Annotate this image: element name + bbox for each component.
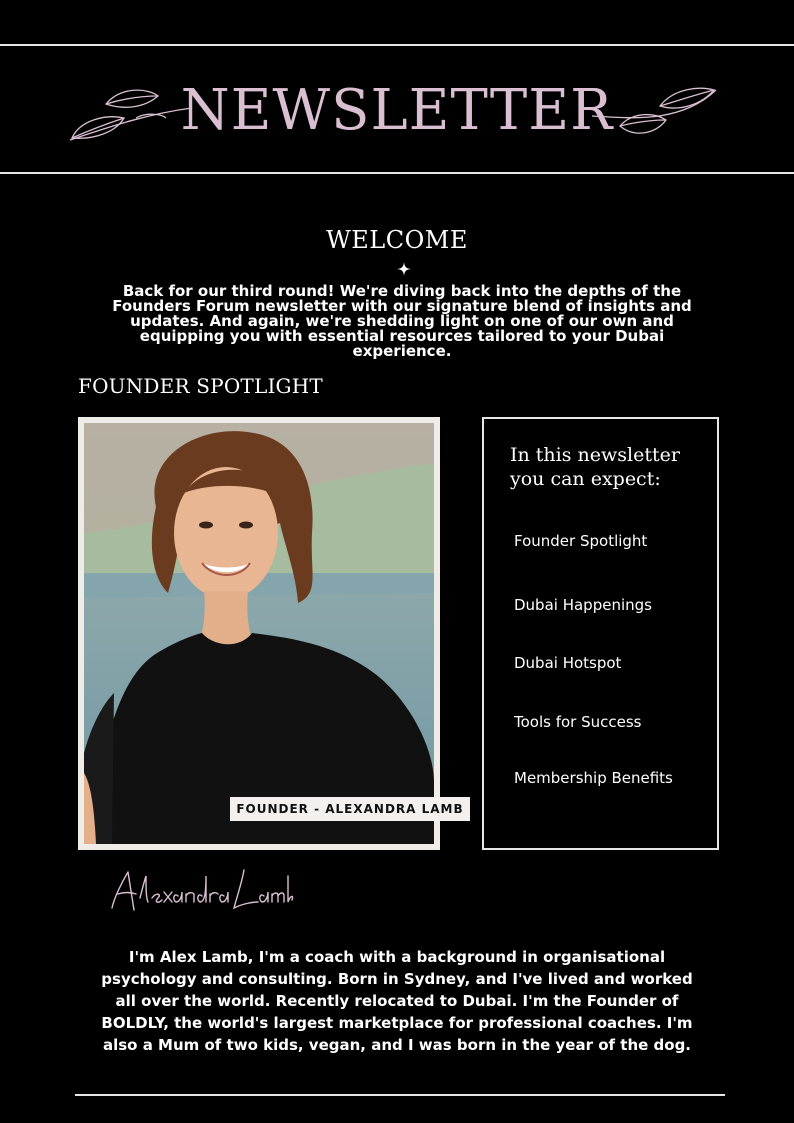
bottom-rule [75, 1094, 725, 1096]
founder-name-badge: FOUNDER - ALEXANDRA LAMB [230, 797, 470, 821]
contents-box [482, 417, 719, 850]
header-bottom-rule [0, 172, 794, 174]
handwritten-signature [106, 852, 296, 918]
leaf-sprig-right-icon [590, 84, 720, 148]
contents-heading: In this newsletter you can expect: [510, 444, 680, 490]
founder-photo [84, 423, 434, 844]
contents-item: Membership Benefits [514, 769, 673, 787]
founder-spotlight-heading: FOUNDER SPOTLIGHT [78, 374, 323, 398]
contents-item: Dubai Happenings [514, 596, 652, 614]
contents-item: Founder Spotlight [514, 532, 648, 550]
sparkle-icon [396, 261, 412, 277]
newsletter-title: NEWSLETTER [180, 78, 614, 143]
top-rule [0, 44, 794, 46]
contents-item: Dubai Hotspot [514, 654, 622, 672]
founder-bio: I'm Alex Lamb, I'm a coach with a background in organisational psychology and consulting. Born in Sydney, and I've lived and worked all over the world. Recently relocated to Dubai. I'm the Founder of BOLDLY, the world's largest marketplace for professional coaches. I'm also a Mum of two kids, vegan, and I was born in the year of the dog. [101, 948, 693, 1054]
welcome-heading: WELCOME [326, 226, 468, 254]
welcome-body: Back for our third round! We're diving back into the depths of the Founders Forum newsletter with our signature blend of insights and updates. And again, we're shedding light on one of our own and equipping you with essential resources tailored to your Dubai experience. [112, 282, 692, 360]
founder-photo-frame [78, 417, 440, 850]
contents-item: Tools for Success [514, 713, 642, 731]
